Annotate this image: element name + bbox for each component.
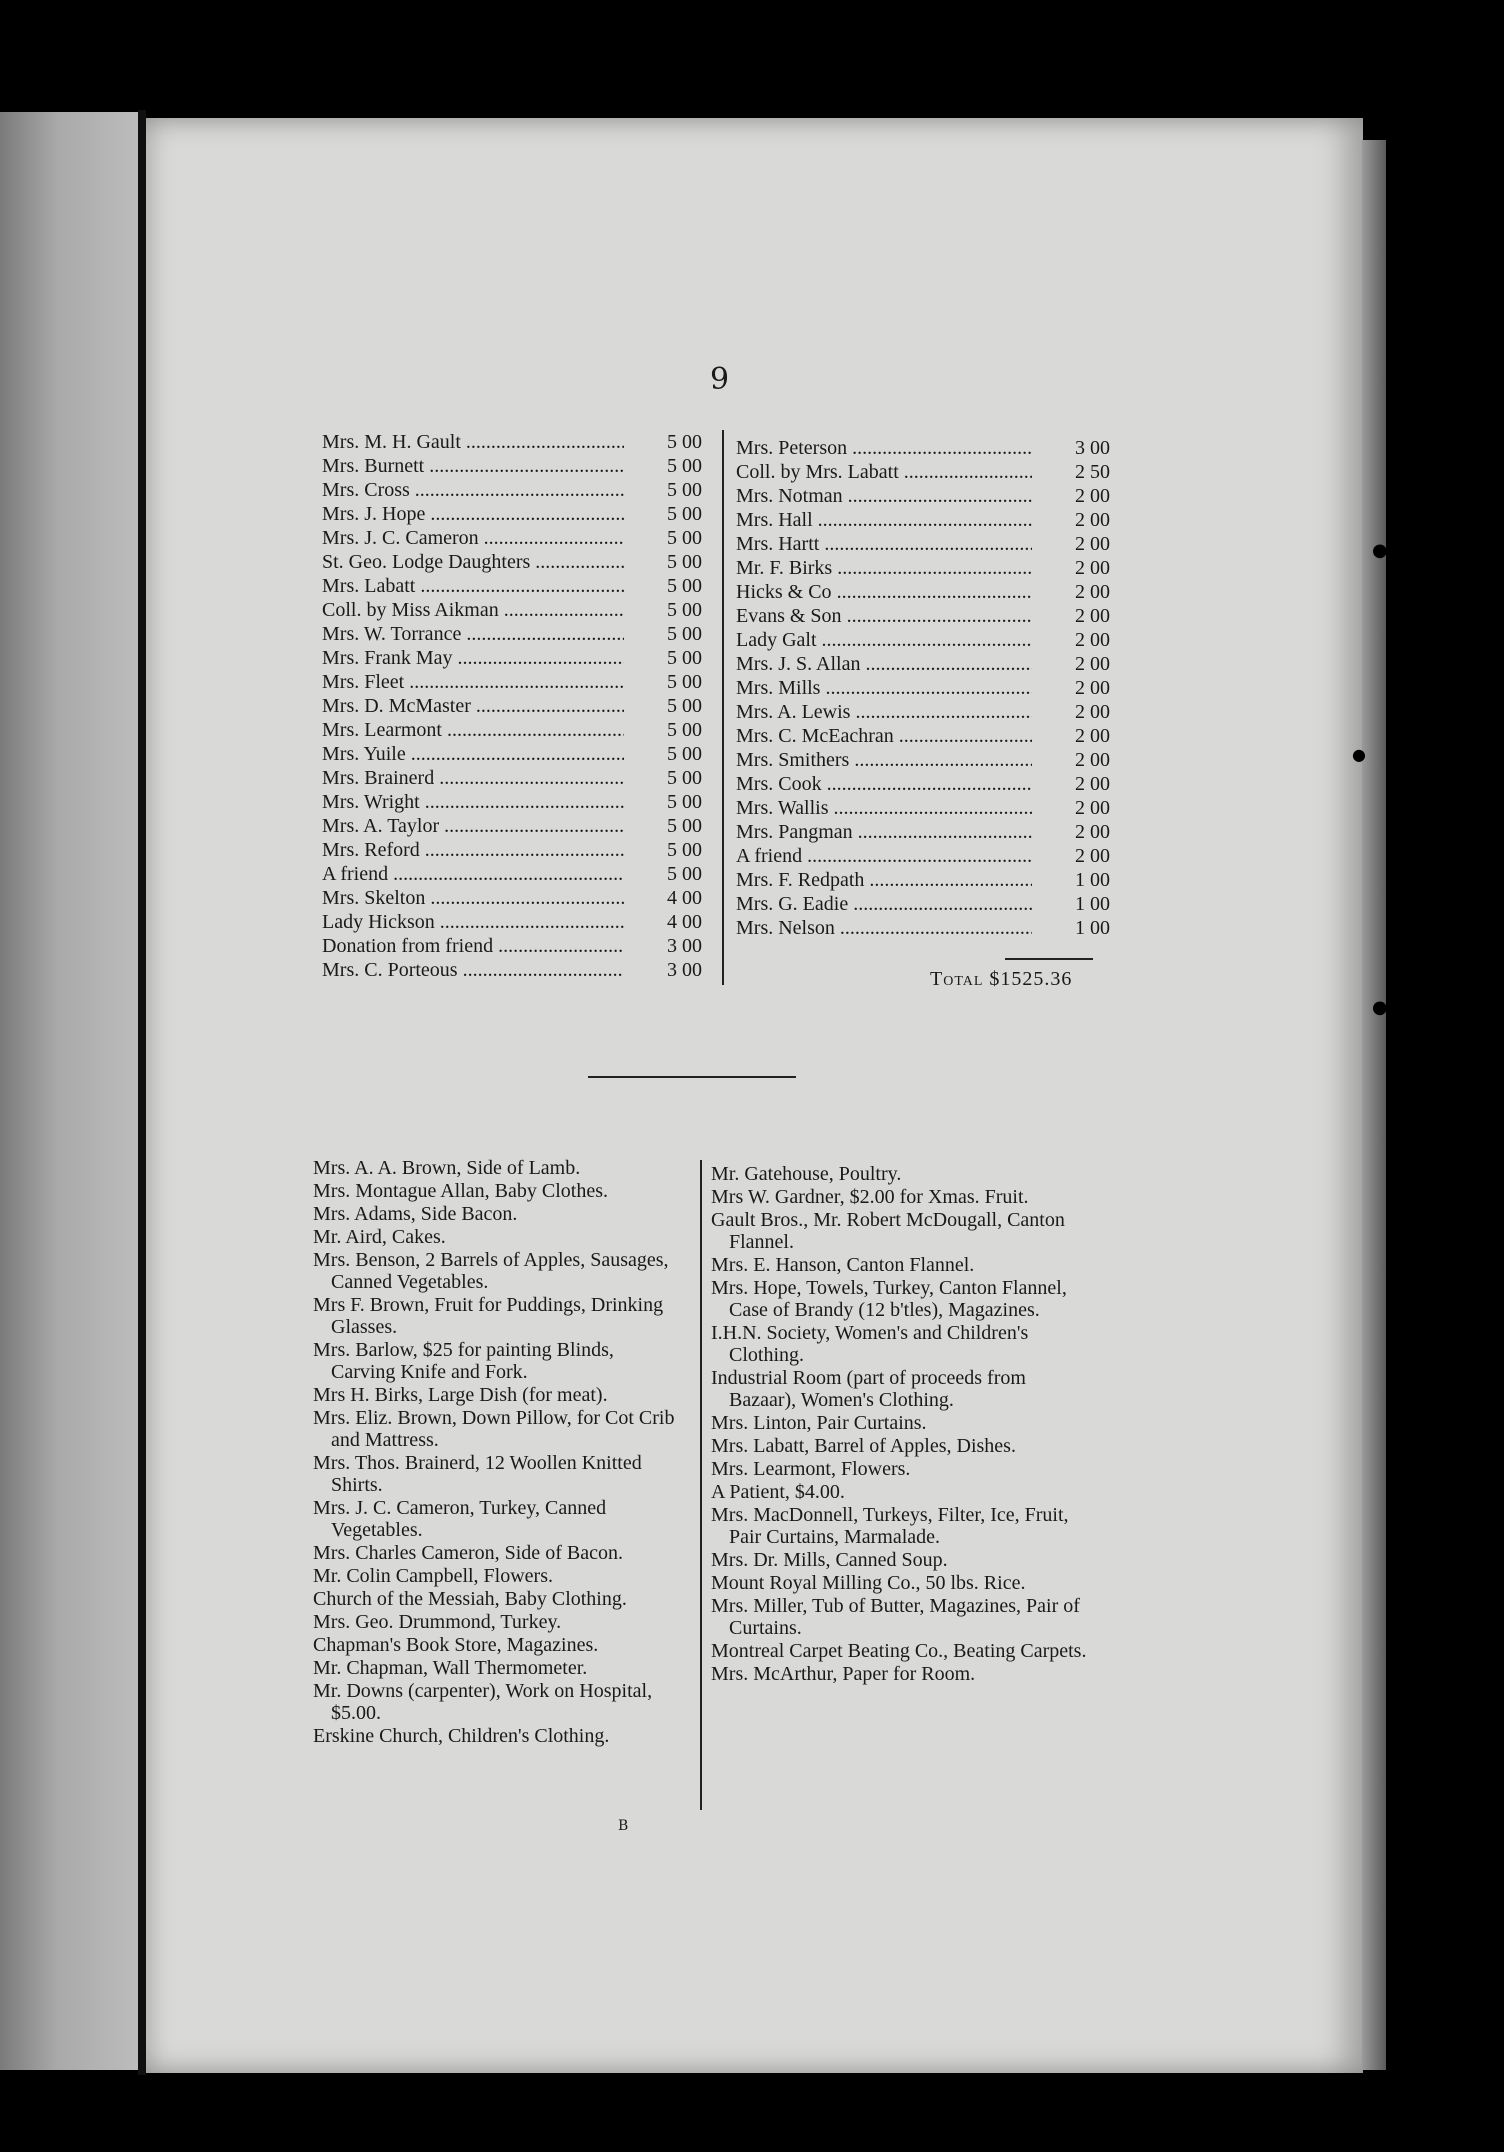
- subscription-amount: 5 00: [667, 815, 702, 837]
- donation-entry: I.H.N. Society, Women's and Children's Clothing.: [711, 1322, 1029, 1366]
- subscription-amount: 5 00: [667, 599, 702, 621]
- donation-entry: Montreal Carpet Beating Co., Beating Carpets.: [711, 1640, 1087, 1662]
- subscription-amount: 1 00: [1075, 869, 1110, 891]
- margin-dot: ●: [1352, 745, 1364, 764]
- subscription-amount: 5 00: [667, 743, 702, 765]
- subscriber-name: Mr. F. Birks .....: [736, 556, 1032, 580]
- donation-entry: Mrs. Hope, Towels, Turkey, Canton Flannel, Case of Brandy (12 b'tles), Magazines.: [711, 1277, 1067, 1321]
- total-value: $1525.36: [989, 968, 1073, 990]
- subscription-amount: 3 00: [667, 959, 702, 981]
- subscription-row: [322, 670, 702, 694]
- subscription-row: [736, 580, 1110, 604]
- donation-entry: Mrs. McArthur, Paper for Room.: [711, 1663, 976, 1685]
- subscription-amount: 5 00: [667, 527, 702, 549]
- subscriber-name: Mrs. Fleet .....: [322, 670, 624, 694]
- subscription-row: [322, 454, 702, 478]
- subscription-amount: 2 00: [1075, 797, 1110, 819]
- subscription-amount: 2 00: [1075, 533, 1110, 555]
- subscription-row: [736, 604, 1110, 628]
- subscription-amount: 5 00: [667, 431, 702, 453]
- donation-entry: Mrs. Miller, Tub of Butter, Magazines, Pair of Curtains.: [711, 1595, 1080, 1639]
- subscription-amount: 5 00: [667, 671, 702, 693]
- subscription-row: [322, 574, 702, 598]
- subscription-row: [322, 694, 702, 718]
- donation-entry: Mrs W. Gardner, $2.00 for Xmas. Fruit.: [711, 1186, 1029, 1208]
- subscription-row: [322, 622, 702, 646]
- section-divider: [588, 1076, 796, 1078]
- subscription-row: [322, 502, 702, 526]
- donation-entry: Mrs. Dr. Mills, Canned Soup.: [711, 1549, 948, 1571]
- subscription-row: [736, 844, 1110, 868]
- subscription-row: [736, 556, 1110, 580]
- subscription-amount: 4 00: [667, 887, 702, 909]
- subscription-list-right: [736, 436, 1110, 940]
- donation-entry: Mrs H. Birks, Large Dish (for meat).: [313, 1384, 608, 1406]
- subscriber-name: Mrs. J. S. Allan .....: [736, 652, 1032, 676]
- margin-dots: ●●●: [1372, 540, 1414, 561]
- subscription-amount: 5 00: [667, 647, 702, 669]
- subscription-amount: 5 00: [667, 503, 702, 525]
- subscriber-name: Mrs. A. Taylor .....: [322, 814, 624, 838]
- donation-entry: Mrs. J. C. Cameron, Turkey, Canned Vegetables.: [313, 1497, 607, 1541]
- subscription-row: [736, 916, 1110, 940]
- subscription-row: [322, 550, 702, 574]
- subscription-row: [322, 910, 702, 934]
- subscriber-name: A friend .....: [736, 844, 1032, 868]
- column-rule: [722, 430, 724, 985]
- subscription-amount: 1 00: [1075, 917, 1110, 939]
- donation-entry: A Patient, $4.00.: [711, 1481, 845, 1503]
- donation-entry: Mrs. Benson, 2 Barrels of Apples, Sausages, Canned Vegetables.: [313, 1249, 669, 1293]
- subscription-row: [322, 526, 702, 550]
- subscriber-name: Mrs. C. Porteous .....: [322, 958, 624, 982]
- subscription-row: [736, 652, 1110, 676]
- subscriber-name: Mrs. J. Hope .....: [322, 502, 624, 526]
- page-number: 9: [710, 362, 730, 397]
- donation-entry: Chapman's Book Store, Magazines.: [313, 1634, 599, 1656]
- book-spine: [138, 110, 146, 2075]
- subscription-amount: 5 00: [667, 791, 702, 813]
- subscription-amount: 5 00: [667, 767, 702, 789]
- subscription-amount: 2 00: [1075, 509, 1110, 531]
- subscription-amount: 1 00: [1075, 893, 1110, 915]
- subscription-row: [736, 868, 1110, 892]
- subscriber-name: A friend .....: [322, 862, 624, 886]
- subscription-amount: 5 00: [667, 623, 702, 645]
- subscriber-name: Donation from friend .....: [322, 934, 624, 958]
- subscription-amount: 2 00: [1075, 701, 1110, 723]
- margin-dots: ●●●: [1372, 997, 1414, 1018]
- subscription-amount: 2 00: [1075, 605, 1110, 627]
- left-page-edge: [0, 112, 142, 2070]
- donation-entry: Mrs. MacDonnell, Turkeys, Filter, Ice, Fruit, Pair Curtains, Marmalade.: [711, 1504, 1069, 1548]
- subscription-row: [322, 742, 702, 766]
- donation-entry: Gault Bros., Mr. Robert McDougall, Canton Flannel.: [711, 1209, 1065, 1253]
- subscription-row: [736, 676, 1110, 700]
- subscription-amount: 2 00: [1075, 485, 1110, 507]
- subscription-amount: 5 00: [667, 479, 702, 501]
- subscriber-name: Lady Galt .....: [736, 628, 1032, 652]
- subscription-row: [736, 484, 1110, 508]
- subscriber-name: Mrs. Brainerd .....: [322, 766, 624, 790]
- donation-entry: Mrs. A. A. Brown, Side of Lamb.: [313, 1157, 581, 1179]
- subscription-row: [322, 886, 702, 910]
- subscriber-name: Mrs. Wright .....: [322, 790, 624, 814]
- donation-entry: Mr. Chapman, Wall Thermometer.: [313, 1657, 588, 1679]
- donation-entry: Mrs. Montague Allan, Baby Clothes.: [313, 1180, 608, 1202]
- subscription-row: [322, 862, 702, 886]
- subscriber-name: Coll. by Mrs. Labatt .....: [736, 460, 1032, 484]
- subscriber-name: Mrs. Frank May .....: [322, 646, 624, 670]
- subscription-row: [736, 820, 1110, 844]
- subscriber-name: Mrs. Labatt .....: [322, 574, 624, 598]
- subscriber-name: Evans & Son .....: [736, 604, 1032, 628]
- subscription-amount: 2 00: [1075, 677, 1110, 699]
- subscription-row: [322, 838, 702, 862]
- subscriber-name: Mrs. Reford .....: [322, 838, 624, 862]
- subscriber-name: Mrs. Cook .....: [736, 772, 1032, 796]
- donation-entry: Mrs F. Brown, Fruit for Puddings, Drinking Glasses.: [313, 1294, 664, 1338]
- subscriber-name: Mrs. Skelton .....: [322, 886, 624, 910]
- donation-entry: Church of the Messiah, Baby Clothing.: [313, 1588, 627, 1610]
- subscriber-name: Mrs. Burnett .....: [322, 454, 624, 478]
- subscriber-name: Mrs. Notman .....: [736, 484, 1032, 508]
- subscription-row: [322, 718, 702, 742]
- subscriber-name: Mrs. Yuile .....: [322, 742, 624, 766]
- donation-entry: Mrs. Geo. Drummond, Turkey.: [313, 1611, 562, 1633]
- subscription-row: [322, 646, 702, 670]
- subscription-amount: 2 00: [1075, 581, 1110, 603]
- subscription-amount: 2 00: [1075, 821, 1110, 843]
- donations-list-right: [711, 1163, 1087, 1686]
- subscription-row: [322, 766, 702, 790]
- donation-entry: Mrs. Eliz. Brown, Down Pillow, for Cot Crib and Mattress.: [313, 1407, 675, 1451]
- donation-entry: Mrs. Adams, Side Bacon.: [313, 1203, 518, 1225]
- signature-mark: B: [618, 1818, 629, 1834]
- subscriber-name: Mrs. Peterson .....: [736, 436, 1032, 460]
- total-line: [930, 968, 1072, 991]
- donation-entry: Mr. Gatehouse, Poultry.: [711, 1163, 902, 1185]
- donation-entry: Mrs. Linton, Pair Curtains.: [711, 1412, 927, 1434]
- subscriber-name: Mrs. Hall .....: [736, 508, 1032, 532]
- subscription-row: [736, 508, 1110, 532]
- subscriber-name: Mrs. Pangman .....: [736, 820, 1032, 844]
- subscription-row: [322, 934, 702, 958]
- subscription-row: [736, 748, 1110, 772]
- subscriber-name: St. Geo. Lodge Daughters .....: [322, 550, 624, 574]
- subscription-amount: 5 00: [667, 863, 702, 885]
- subscription-row: [322, 814, 702, 838]
- subscriber-name: Mrs. W. Torrance .....: [322, 622, 624, 646]
- subscription-row: [736, 700, 1110, 724]
- subscription-amount: 2 00: [1075, 845, 1110, 867]
- subscription-amount: 2 00: [1075, 725, 1110, 747]
- subscriber-name: Mrs. Learmont .....: [322, 718, 624, 742]
- subscription-row: [322, 958, 702, 982]
- subscription-row: [322, 790, 702, 814]
- donation-entry: Erskine Church, Children's Clothing.: [313, 1725, 610, 1747]
- subscriber-name: Mrs. Cross .....: [322, 478, 624, 502]
- donations-list-left: [313, 1157, 683, 1748]
- subscriber-name: Mrs. Hartt .....: [736, 532, 1032, 556]
- subscription-row: [322, 430, 702, 454]
- donation-entry: Mrs. Barlow, $25 for painting Blinds, Carving Knife and Fork.: [313, 1339, 614, 1383]
- subscription-amount: 3 00: [1075, 437, 1110, 459]
- subscription-amount: 3 00: [667, 935, 702, 957]
- donation-entry: Mr. Downs (carpenter), Work on Hospital, $5.00.: [313, 1680, 653, 1724]
- subscription-amount: 2 00: [1075, 749, 1110, 771]
- subscription-amount: 5 00: [667, 575, 702, 597]
- donation-entry: Mount Royal Milling Co., 50 lbs. Rice.: [711, 1572, 1026, 1594]
- subscription-list-left: [322, 430, 702, 982]
- subscriber-name: Mrs. C. McEachran .....: [736, 724, 1032, 748]
- document-page: [145, 118, 1363, 2073]
- subscriber-name: Mrs. Mills .....: [736, 676, 1032, 700]
- donation-entry: Mr. Colin Campbell, Flowers.: [313, 1565, 553, 1587]
- subscription-amount: 2 00: [1075, 629, 1110, 651]
- subscriber-name: Mrs. Nelson .....: [736, 916, 1032, 940]
- donation-entry: Mrs. Learmont, Flowers.: [711, 1458, 911, 1480]
- subscription-amount: 4 00: [667, 911, 702, 933]
- donation-entry: Mrs. E. Hanson, Canton Flannel.: [711, 1254, 975, 1276]
- subscription-row: [736, 724, 1110, 748]
- subscription-row: [736, 460, 1110, 484]
- donation-entry: Industrial Room (part of proceeds from Bazaar), Women's Clothing.: [711, 1367, 1026, 1411]
- subscriber-name: Mrs. M. H. Gault .....: [322, 430, 624, 454]
- subscription-amount: 2 50: [1075, 461, 1110, 483]
- subscription-amount: 5 00: [667, 455, 702, 477]
- subscription-amount: 2 00: [1075, 773, 1110, 795]
- subscriber-name: Lady Hickson .....: [322, 910, 624, 934]
- subscription-amount: 5 00: [667, 839, 702, 861]
- subscription-row: [322, 598, 702, 622]
- subscriber-name: Mrs. G. Eadie .....: [736, 892, 1032, 916]
- subscription-amount: 2 00: [1075, 557, 1110, 579]
- subscription-row: [322, 478, 702, 502]
- right-page-edge: [1362, 140, 1386, 2070]
- donation-entry: Mr. Aird, Cakes.: [313, 1226, 446, 1248]
- subscriber-name: Mrs. A. Lewis .....: [736, 700, 1032, 724]
- donations-column-rule: [700, 1160, 702, 1810]
- subscriber-name: Mrs. J. C. Cameron .....: [322, 526, 624, 550]
- donation-entry: Mrs. Charles Cameron, Side of Bacon.: [313, 1542, 623, 1564]
- subscription-amount: 5 00: [667, 695, 702, 717]
- total-label: Total: [930, 968, 984, 990]
- subscription-row: [736, 796, 1110, 820]
- subscription-row: [736, 892, 1110, 916]
- subscriber-name: Hicks & Co .....: [736, 580, 1032, 604]
- subscriber-name: Mrs. D. McMaster .....: [322, 694, 624, 718]
- donation-entry: Mrs. Labatt, Barrel of Apples, Dishes.: [711, 1435, 1016, 1457]
- subscription-row: [736, 436, 1110, 460]
- subscriber-name: Mrs. F. Redpath .....: [736, 868, 1032, 892]
- subscriber-name: Mrs. Wallis .....: [736, 796, 1032, 820]
- total-rule: [1005, 958, 1093, 960]
- subscription-amount: 5 00: [667, 719, 702, 741]
- donation-entry: Mrs. Thos. Brainerd, 12 Woollen Knitted Shirts.: [313, 1452, 642, 1496]
- subscription-row: [736, 772, 1110, 796]
- subscription-row: [736, 628, 1110, 652]
- subscriber-name: Coll. by Miss Aikman .....: [322, 598, 624, 622]
- subscriber-name: Mrs. Smithers .....: [736, 748, 1032, 772]
- subscription-row: [736, 532, 1110, 556]
- subscription-amount: 2 00: [1075, 653, 1110, 675]
- subscription-amount: 5 00: [667, 551, 702, 573]
